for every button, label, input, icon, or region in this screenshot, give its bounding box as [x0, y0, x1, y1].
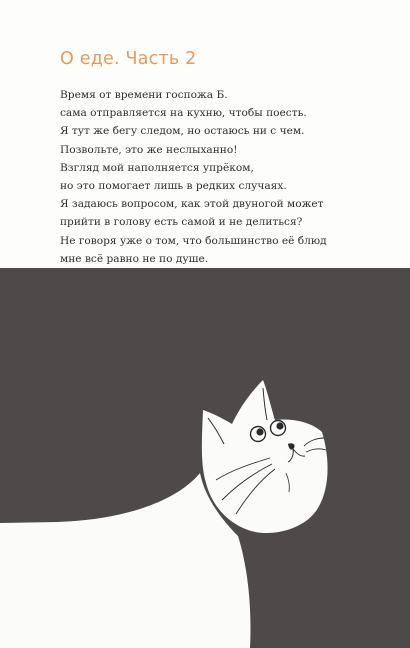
poem-line: прийти в голову есть самой и не делиться?: [60, 216, 303, 229]
poem-line: Я задаюсь вопросом, как этой двуногой может: [60, 198, 324, 211]
poem-line: мне всё равно не по душе.: [60, 252, 209, 265]
cat-pupil-right: [276, 422, 283, 429]
poem-line: сама отправляется на кухню, чтобы поесть.: [60, 107, 307, 120]
chapter-title: О еде. Часть 2: [60, 49, 197, 69]
poem-line: но это помогает лишь в редких случаях.: [60, 179, 287, 192]
poem-line: Взгляд мой наполняется упрёком,: [60, 161, 254, 174]
cat-pupil-left: [256, 428, 263, 435]
poem-text: [60, 86, 327, 268]
poem-line: Время от времени госпожа Б.: [60, 89, 228, 101]
cat-illustration-svg: [0, 268, 410, 648]
cat-illustration: [0, 268, 410, 648]
poem-line: Не говоря уже о том, что большинство её блюд: [60, 234, 327, 247]
poem-line: Я тут же бегу следом, но остаюсь ни с чем.: [60, 125, 305, 138]
poem-line: Позвольте, это же неслыханно!: [60, 143, 238, 156]
